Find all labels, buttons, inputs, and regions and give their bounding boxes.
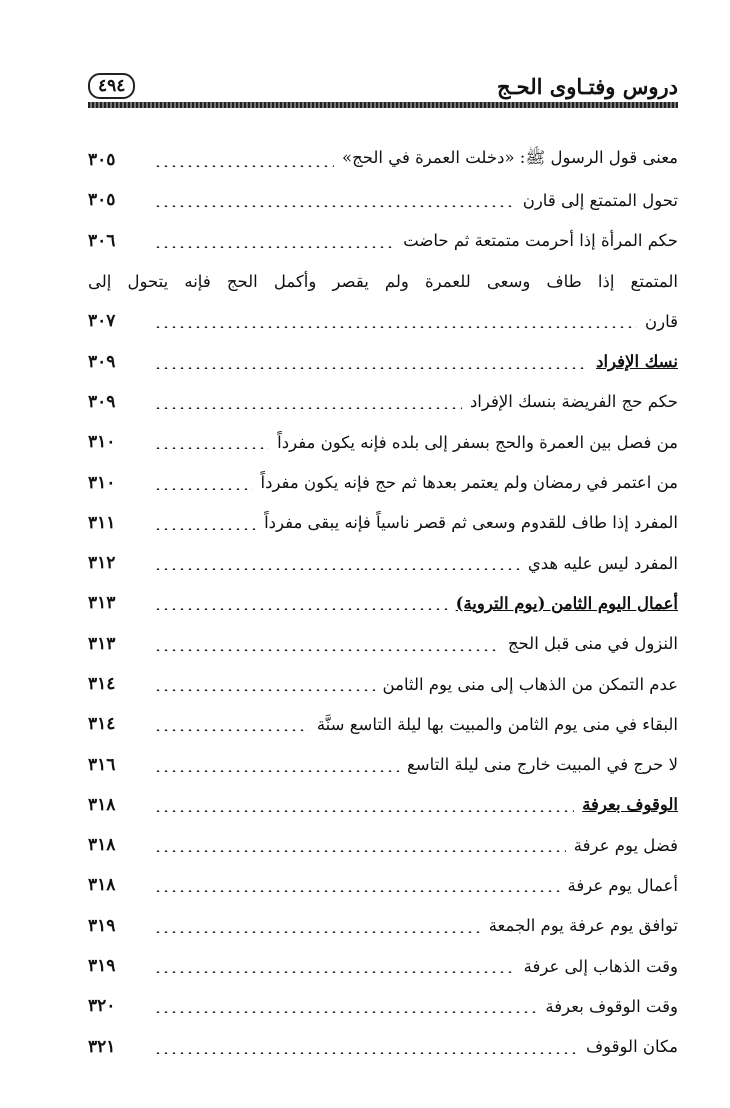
toc-entry-title: قارن xyxy=(645,311,678,331)
dot-leader xyxy=(154,770,399,772)
toc-entry xyxy=(88,986,678,1026)
toc-page-number: ٣١٤ xyxy=(88,674,116,694)
dot-leader xyxy=(154,890,560,892)
toc-entry xyxy=(88,1027,678,1067)
toc-entry xyxy=(88,503,678,543)
toc-entry xyxy=(88,221,678,261)
toc-entry xyxy=(88,624,678,664)
dot-leader xyxy=(154,689,375,691)
dot-leader xyxy=(154,729,309,731)
toc-page-number: ٣٠٩ xyxy=(88,391,116,412)
toc-page-number: ٣٠٥ xyxy=(88,150,116,171)
toc-page-number: ٣٠٧ xyxy=(88,311,116,332)
dot-leader xyxy=(154,1052,578,1054)
toc-entry xyxy=(88,140,678,180)
toc-page-number: ٣١٤ xyxy=(88,714,116,735)
toc-entry-title: الوقوف بعرفة xyxy=(582,795,678,815)
toc-entry xyxy=(88,301,678,341)
toc-page-number: ٣١٦ xyxy=(88,754,116,775)
toc-entry-title: نسك الإفراد xyxy=(596,352,678,372)
toc-page-number: ٣١٠ xyxy=(88,472,116,493)
toc-entry xyxy=(88,261,678,301)
toc-page-number: ٣١٨ xyxy=(88,835,116,856)
page-number: ٤٩٤ xyxy=(88,73,135,99)
toc-entry-title: أعمال اليوم الثامن (يوم التروية) xyxy=(455,593,678,613)
toc-section-heading xyxy=(88,341,678,381)
toc-entry-title: أعمال يوم عرفة xyxy=(567,875,678,895)
toc-page-number: ٣٠٦ xyxy=(88,230,116,251)
toc-entry-title: لا حرج في المبيت خارج منى ليلة التاسع xyxy=(407,755,678,775)
dot-leader xyxy=(154,488,253,490)
toc-entry-title: معنى قول الرسول ﷺ: «دخلت العمرة في الحج» xyxy=(341,148,678,168)
toc-section-heading xyxy=(88,785,678,825)
toc-entry-title: فضل يوم عرفة xyxy=(573,835,678,855)
toc-entry-title: من فصل بين العمرة والحج بسفر إلى بلده فإنه يكون مفرداً xyxy=(277,432,678,452)
running-title: دروس وفتـاوى الحـج xyxy=(496,73,678,99)
toc-entry-title: من اعتمر في رمضان ولم يعتمر بعدها ثم حج فإنه يكون مفرداً xyxy=(260,473,678,493)
toc-entry-title: تحول المتمتع إلى قارن xyxy=(522,190,678,210)
toc-page-number: ٣٢٠ xyxy=(88,996,116,1017)
toc-entry xyxy=(88,382,678,422)
dot-leader xyxy=(154,608,448,610)
toc-entry xyxy=(88,180,678,220)
toc-entry-title: المتمتع إذا طاف وسعى للعمرة ولم يقصر وأكمل الحج فإنه يتحول إلى xyxy=(88,271,678,291)
toc-page-number: ٣١٣ xyxy=(88,633,116,654)
toc-entry-title: حكم حج الفريضة بنسك الإفراد xyxy=(469,392,678,412)
toc-page-number: ٣١٨ xyxy=(88,794,116,815)
dot-leader xyxy=(154,326,637,328)
dot-leader xyxy=(154,447,269,449)
dot-leader xyxy=(154,1011,537,1013)
dot-leader xyxy=(154,649,500,651)
dot-leader xyxy=(154,246,395,248)
toc-entry-title: المفرد ليس عليه هدي xyxy=(527,553,678,573)
dot-leader xyxy=(154,407,462,409)
toc-page-number: ٣١٩ xyxy=(88,915,116,936)
toc-entry xyxy=(88,664,678,704)
dot-leader xyxy=(154,971,516,973)
dot-leader xyxy=(154,568,520,570)
toc-entry xyxy=(88,462,678,502)
toc-entry-title: وقت الذهاب إلى عرفة xyxy=(523,956,678,976)
dot-leader xyxy=(154,931,481,933)
toc-entry xyxy=(88,704,678,744)
toc-page-number: ٣١٢ xyxy=(88,553,116,574)
toc-page-number: ٣٢١ xyxy=(88,1036,116,1057)
toc-entry-title: وقت الوقوف بعرفة xyxy=(545,996,678,1016)
toc-page-number: ٣١٠ xyxy=(88,432,116,453)
dot-leader xyxy=(154,367,588,369)
header-rule xyxy=(88,102,678,108)
toc-entry xyxy=(88,543,678,583)
page-header xyxy=(88,68,678,104)
toc-page-number: ٣١٨ xyxy=(88,875,116,896)
toc-page-number: ٣١٩ xyxy=(88,956,116,977)
toc-entry xyxy=(88,825,678,865)
toc-entry-title: توافق يوم عرفة يوم الجمعة xyxy=(488,916,678,936)
toc-entry xyxy=(88,744,678,784)
toc-entry xyxy=(88,865,678,905)
toc-entry-title: البقاء في منى يوم الثامن والمبيت بها ليلة التاسع سنَّة xyxy=(316,714,678,734)
toc-page-number: ٣٠٥ xyxy=(88,190,116,211)
toc-page-number: ٣١١ xyxy=(88,512,116,533)
dot-leader xyxy=(154,528,256,530)
toc-page-number: ٣١٣ xyxy=(88,593,116,614)
table-of-contents xyxy=(88,140,678,1067)
toc-entry-title: المفرد إذا طاف للقدوم وسعى ثم قصر ناسياً فإنه يبقى مفرداً xyxy=(264,513,678,533)
toc-section-heading xyxy=(88,583,678,623)
toc-page-number: ٣٠٩ xyxy=(88,351,116,372)
dot-leader xyxy=(154,810,574,812)
dot-leader xyxy=(154,850,566,852)
toc-entry-title: مكان الوقوف xyxy=(586,1037,678,1057)
dot-leader xyxy=(154,205,515,207)
toc-entry-title: حكم المرأة إذا أحرمت متمتعة ثم حاضت xyxy=(403,231,678,251)
toc-entry-title: عدم التمكن من الذهاب إلى منى يوم الثامن xyxy=(382,674,678,694)
dot-leader xyxy=(154,165,334,167)
toc-entry xyxy=(88,946,678,986)
toc-entry xyxy=(88,906,678,946)
toc-entry-title: النزول في منى قبل الحج xyxy=(507,634,678,654)
toc-entry xyxy=(88,422,678,462)
